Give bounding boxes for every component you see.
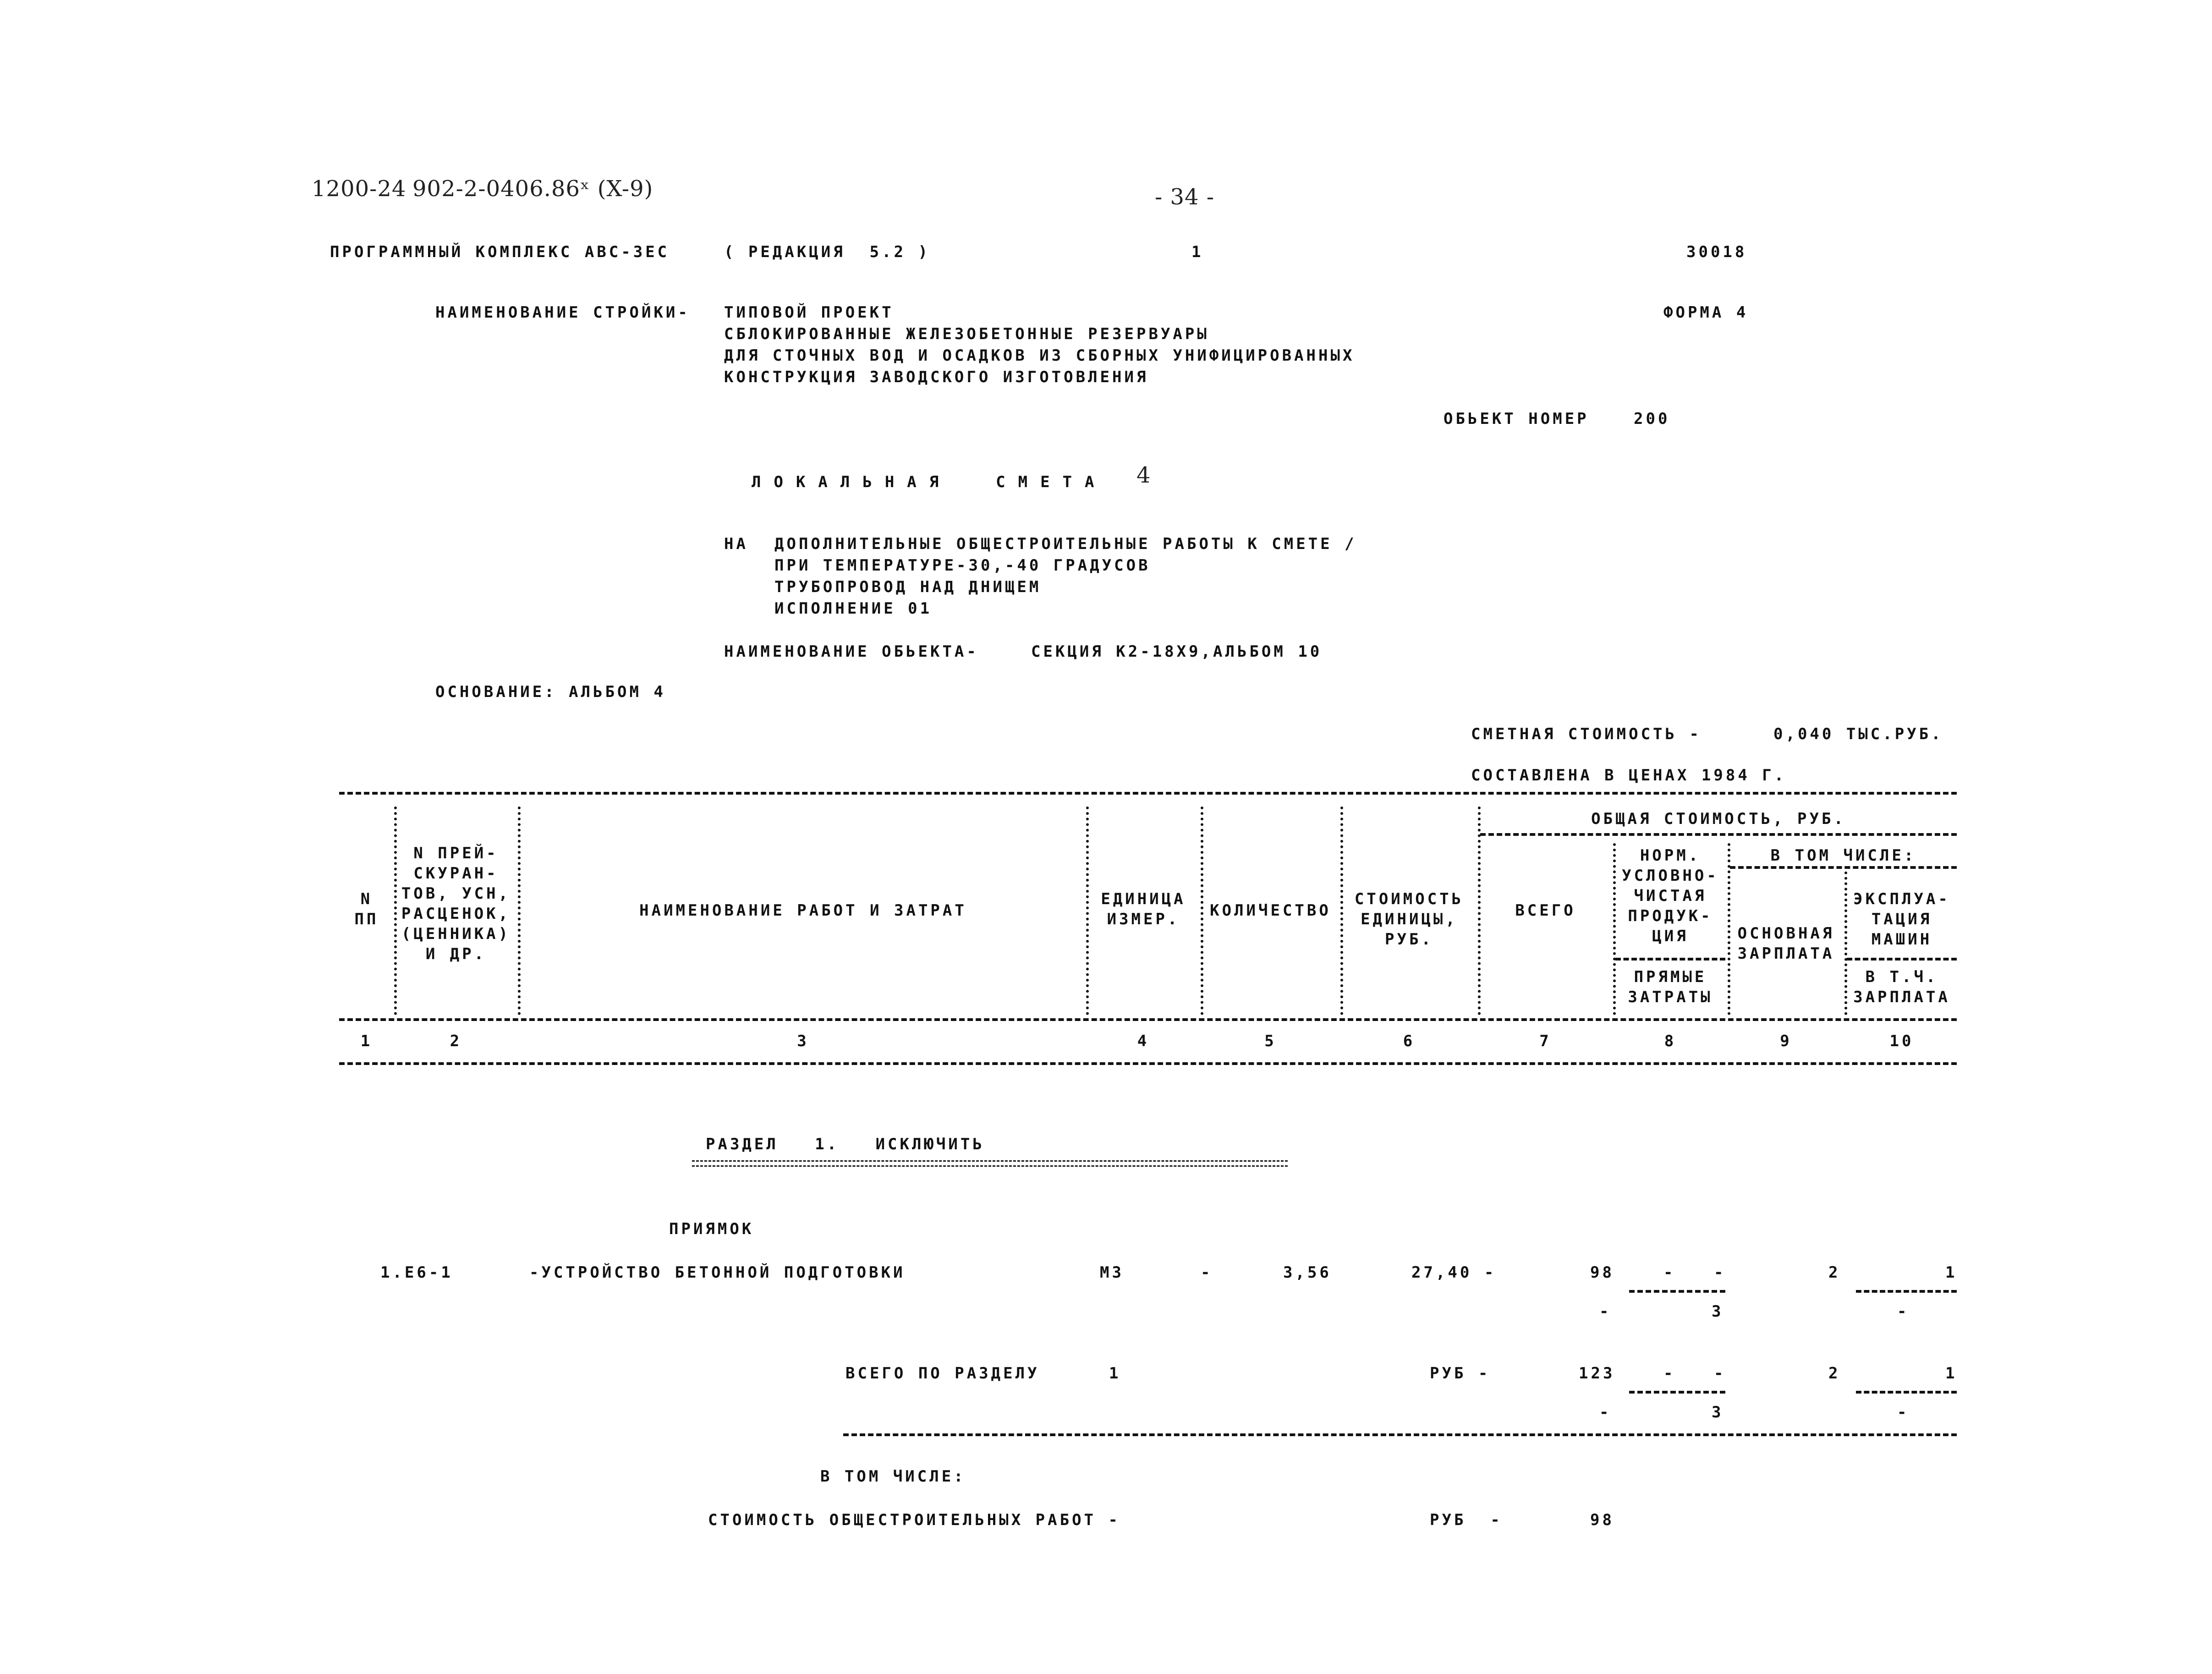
construction-label: НАИМЕНОВАНИЕ СТРОЙКИ- <box>435 303 690 322</box>
estimate-title: ЛОКАЛЬНАЯ СМЕТА <box>752 473 1107 491</box>
table-header-end-rule <box>339 1062 1957 1065</box>
column-number: 2 <box>450 1032 462 1050</box>
header-total: ВСЕГО <box>1515 901 1576 920</box>
including-label: В ТОМ ЧИСЛЕ: <box>820 1467 966 1486</box>
archive-stamp: 1200-24 <box>312 176 406 202</box>
header-norm-production: НОРМ. УСЛОВНО- ЧИСТАЯ ПРОДУК- ЦИЯ <box>1622 846 1719 945</box>
estimate-on-line: ДОПОЛНИТЕЛЬНЫЕ ОБЩЕСТРОИТЕЛЬНЫЕ РАБОТЫ К СМЕТЕ / <box>774 535 1357 553</box>
header-price-code: N ПРЕЙ- СКУРАН- ТОВ, УСН, РАСЦЕНОК, (ЦЕННИКА) И ДР. <box>401 844 511 963</box>
column-separator <box>518 807 521 1015</box>
header-work-name: НАИМЕНОВАНИЕ РАБОТ И ЗАТРАТ <box>639 901 967 920</box>
column-number: 6 <box>1403 1032 1416 1050</box>
prices-year: СОСТАВЛЕНА В ЦЕНАХ 1984 Г. <box>1471 766 1787 785</box>
section-total-col11-top: 1 <box>1945 1364 1958 1383</box>
software-name: ПРОГРАММНЫЙ КОМПЛЕКС АВС-3ЕС <box>330 243 670 261</box>
column-number: 5 <box>1264 1032 1277 1050</box>
header-n: N ПП <box>354 890 379 928</box>
estimate-on-line: ПРИ ТЕМПЕРАТУРЕ-30,-40 ГРАДУСОВ <box>774 556 1151 575</box>
section-double-rule <box>692 1160 1288 1167</box>
general-works-unit: РУБ - <box>1430 1511 1503 1529</box>
estimated-cost-value: 0,040 ТЫС.РУБ. <box>1773 725 1943 743</box>
header-quantity: КОЛИЧЕСТВО <box>1210 901 1331 920</box>
estimated-cost-label: СМЕТНАЯ СТОИМОСТЬ - <box>1471 725 1702 743</box>
item-code: 1.Е6-1 <box>380 1263 453 1282</box>
item-underline <box>1629 1290 1725 1293</box>
object-number: 200 <box>1634 410 1670 428</box>
header-bottom-rule <box>339 1018 1957 1021</box>
item-col9-bottom: 3 <box>1712 1302 1724 1321</box>
item-underline <box>1856 1290 1957 1293</box>
page-number: - 34 - <box>1155 184 1215 210</box>
table-top-rule <box>339 792 1957 795</box>
header-machine-wage: В Т.Ч. ЗАРПЛАТА <box>1853 968 1950 1006</box>
section-total-label: ВСЕГО ПО РАЗДЕЛУ <box>845 1364 1040 1383</box>
item-col8-bottom: - <box>1599 1302 1612 1321</box>
section-total-rule <box>843 1433 1957 1436</box>
section-total-number: 1 <box>1109 1364 1121 1383</box>
section-total-unit: РУБ - <box>1430 1364 1491 1383</box>
section-total-underline <box>1856 1391 1957 1394</box>
column-number: 8 <box>1664 1032 1677 1050</box>
item-dash: - <box>1201 1263 1213 1282</box>
general-works-value: 98 <box>1590 1511 1614 1529</box>
estimate-on-line: ТРУБОПРОВОД НАД ДНИЩЕМ <box>774 578 1042 596</box>
object-name-label: НАИМЕНОВАНИЕ ОБЬЕКТА- <box>724 642 979 661</box>
column-number: 9 <box>1780 1032 1792 1050</box>
column-number: 10 <box>1889 1032 1914 1050</box>
estimate-on-line: ИСПОЛНЕНИЕ 01 <box>774 599 933 618</box>
section-total-col9-top: - <box>1714 1364 1726 1383</box>
column-number: 7 <box>1539 1032 1552 1050</box>
construction-line: КОНСТРУКЦИЯ ЗАВОДСКОГО ИЗГОТОВЛЕНИЯ <box>724 368 1149 386</box>
handwritten-estimate-number: 4 <box>1136 462 1151 488</box>
item-name: -УСТРОЙСТВО БЕТОННОЙ ПОДГОТОВКИ <box>529 1263 906 1282</box>
header-total-cost-group: ОБЩАЯ СТОИМОСТЬ, РУБ. <box>1591 810 1846 828</box>
subcell-rule <box>1730 866 1957 869</box>
item-col11-top: 1 <box>1945 1263 1958 1282</box>
basis: ОСНОВАНИЕ: АЛЬБОМ 4 <box>435 683 666 701</box>
estimate-on-label: НА <box>724 535 748 553</box>
section-total-underline <box>1629 1391 1725 1394</box>
item-col9-top: - <box>1714 1263 1726 1282</box>
item-total: 98 <box>1590 1263 1614 1282</box>
item-unit: М3 <box>1100 1263 1124 1282</box>
construction-line: ТИПОВОЙ ПРОЕКТ <box>724 303 894 322</box>
project-code: 902-2-0406.86ˣ (X-9) <box>412 176 653 202</box>
section-total-col8-top: - <box>1663 1364 1676 1383</box>
header-unit-price: СТОИМОСТЬ ЕДИНИЦЫ, РУБ. <box>1354 890 1464 949</box>
form-label: ФОРМА 4 <box>1663 303 1749 322</box>
subcell-rule <box>1615 958 1725 960</box>
header-unit: ЕДИНИЦА ИЗМЕР. <box>1101 890 1186 928</box>
section-total-col10-top: 2 <box>1828 1364 1841 1383</box>
header-base-wage: ОСНОВНАЯ ЗАРПЛАТА <box>1737 924 1835 963</box>
subcell-rule <box>1847 958 1957 960</box>
item-unit-price: 27,40 - <box>1411 1263 1497 1282</box>
column-number: 1 <box>360 1032 373 1050</box>
document-code: 30018 <box>1686 243 1747 261</box>
item-col10-top: 2 <box>1828 1263 1841 1282</box>
construction-line: СБЛОКИРОВАННЫЕ ЖЕЛЕЗОБЕТОННЫЕ РЕЗЕРВУАРЫ <box>724 325 1209 343</box>
header-direct-costs: ПРЯМЫЕ ЗАТРАТЫ <box>1628 968 1713 1006</box>
header-machine-operation: ЭКСПЛУА- ТАЦИЯ МАШИН <box>1853 890 1950 949</box>
section-total-col11-bottom: - <box>1897 1403 1910 1422</box>
column-number: 3 <box>797 1032 809 1050</box>
section-total-col9-bottom: 3 <box>1712 1403 1724 1422</box>
object-number-label: ОБЬЕКТ НОМЕР <box>1444 410 1589 428</box>
item-col8-top: - <box>1663 1263 1676 1282</box>
general-works-label: СТОИМОСТЬ ОБЩЕСТРОИТЕЛЬНЫХ РАБОТ - <box>708 1511 1120 1529</box>
section-subtitle: ПРИЯМОК <box>669 1220 754 1238</box>
item-col11-bottom: - <box>1897 1302 1910 1321</box>
edition-number: 1 <box>1191 243 1204 261</box>
header-including: В ТОМ ЧИСЛЕ: <box>1770 846 1916 865</box>
edition: ( РЕДАКЦИЯ 5.2 ) <box>724 243 930 261</box>
section-title: РАЗДЕЛ 1. ИСКЛЮЧИТЬ <box>706 1135 985 1153</box>
group-rule <box>1480 833 1957 836</box>
column-number: 4 <box>1137 1032 1150 1050</box>
section-total-col8-bottom: - <box>1599 1403 1612 1422</box>
object-name: СЕКЦИЯ К2-18Х9,АЛЬБОМ 10 <box>1031 642 1323 661</box>
item-quantity: 3,56 <box>1283 1263 1332 1282</box>
section-total-value: 123 <box>1579 1364 1615 1383</box>
construction-line: ДЛЯ СТОЧНЫХ ВОД И ОСАДКОВ ИЗ СБОРНЫХ УНИФИЦИРОВАННЫХ <box>724 346 1355 365</box>
